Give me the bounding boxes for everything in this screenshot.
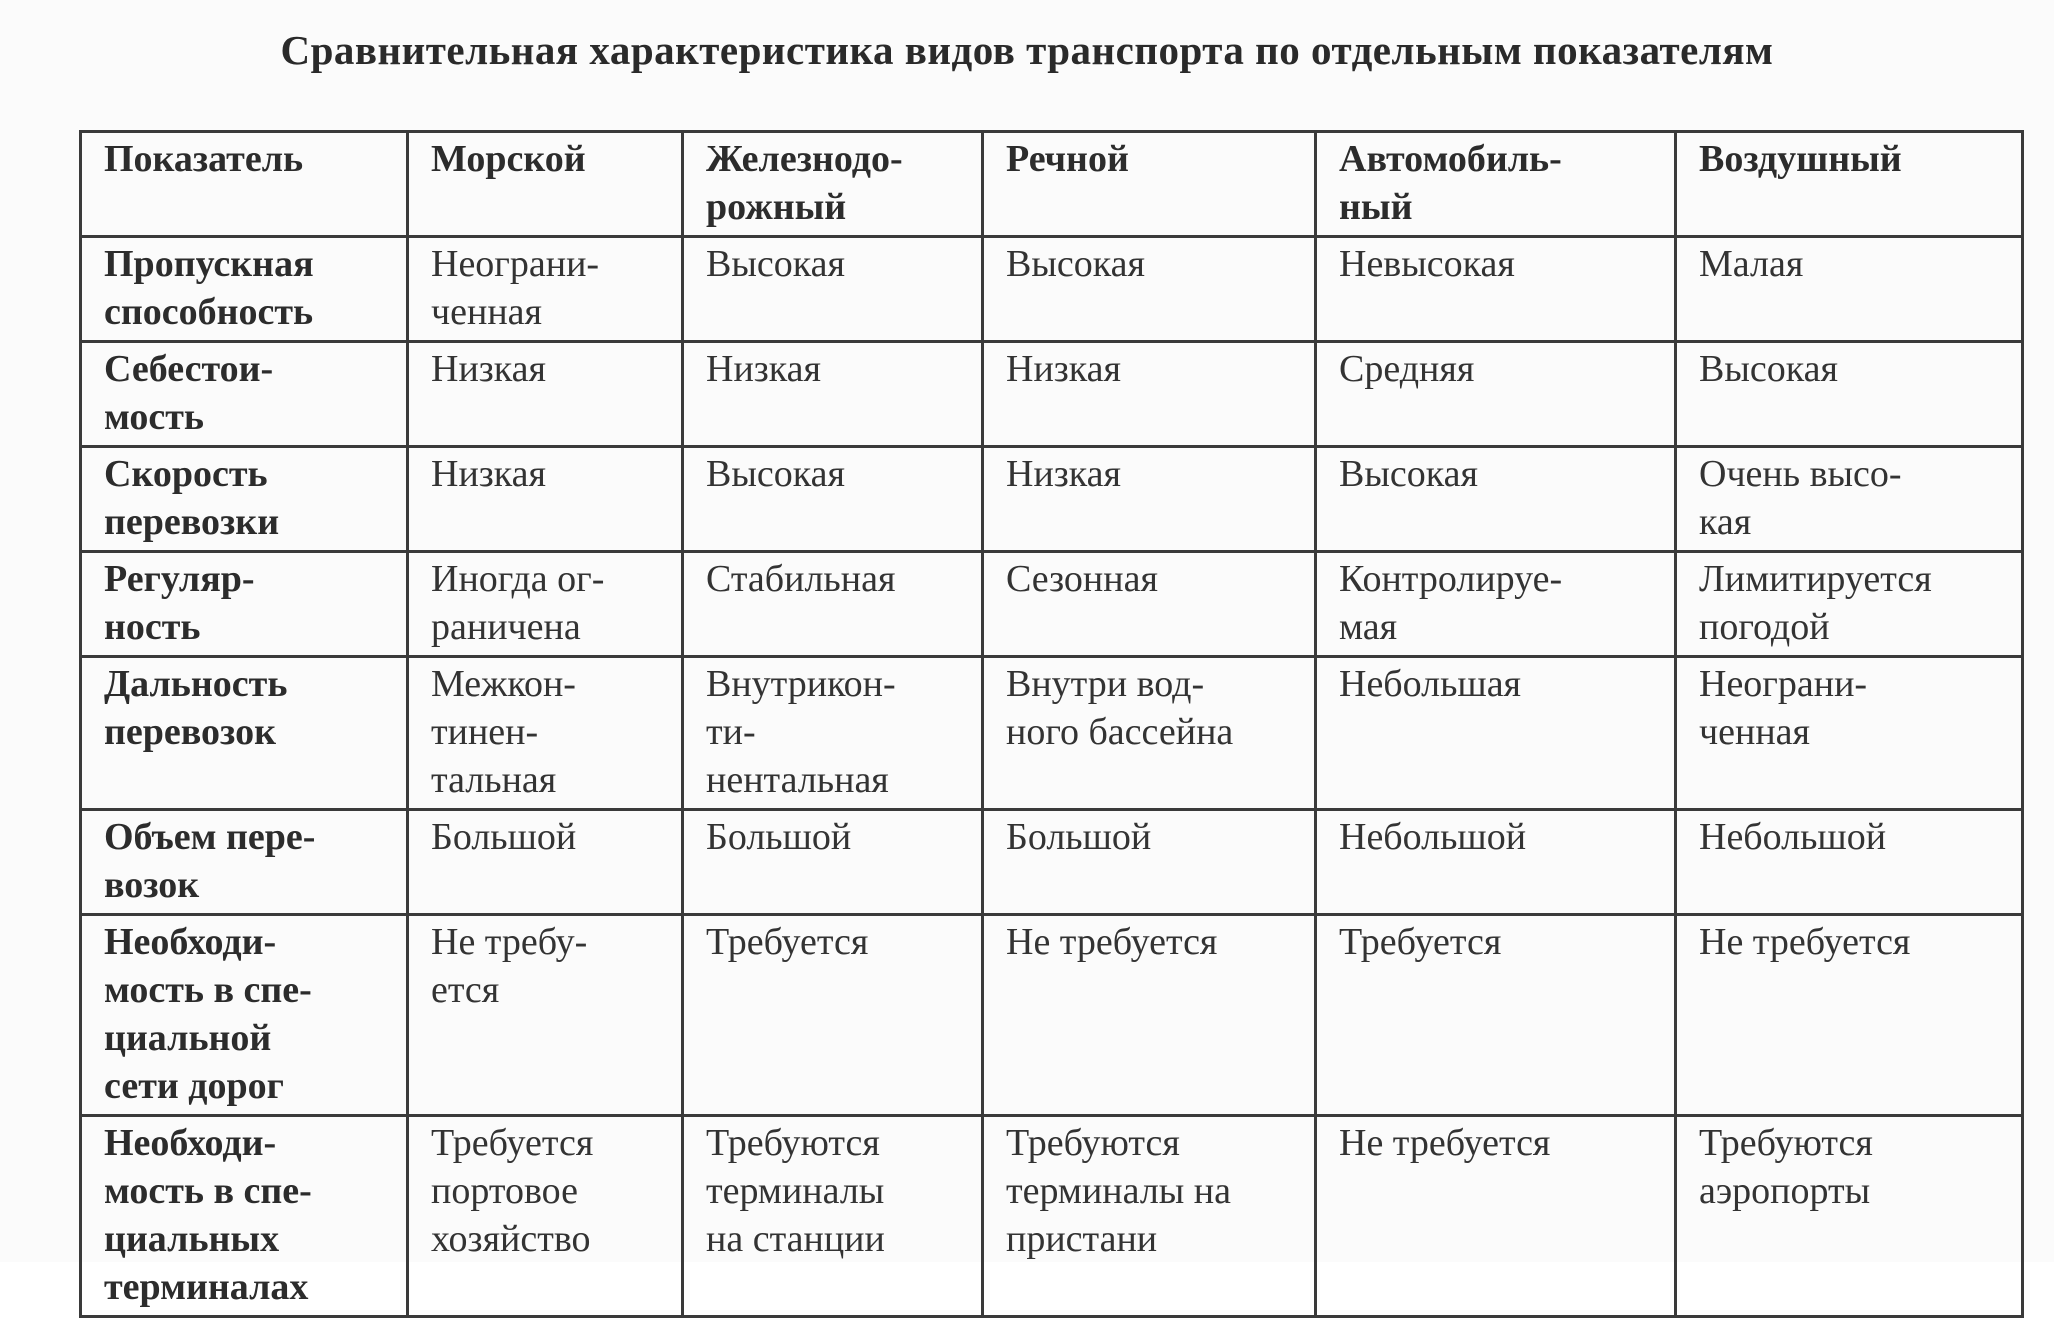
table-cell: Невысокая: [1316, 237, 1676, 342]
table-row: [81, 447, 2023, 552]
row-indicator: Необходи- мость в спе- циальной сети дорог: [81, 915, 408, 1116]
table-cell: Неограни- ченная: [1676, 657, 2023, 810]
header-river: Речной: [983, 132, 1316, 237]
header-rail: Железнодо- рожный: [683, 132, 983, 237]
table-cell: Иногда ог- раничена: [408, 552, 683, 657]
header-air: Воздушный: [1676, 132, 2023, 237]
table-cell: Требуются терминалы на станции: [683, 1116, 983, 1317]
row-indicator: Скорость перевозки: [81, 447, 408, 552]
table-cell: Низкая: [408, 342, 683, 447]
table-row: [81, 1116, 2023, 1317]
table-cell: Требуются терминалы на пристани: [983, 1116, 1316, 1317]
table-cell: Не требуется: [1676, 915, 2023, 1116]
table-row: [81, 657, 2023, 810]
table-cell: Внутрикон- ти- нентальная: [683, 657, 983, 810]
table-cell: Не требу- ется: [408, 915, 683, 1116]
table-cell: Большой: [683, 810, 983, 915]
table-cell: Требуются аэропорты: [1676, 1116, 2023, 1317]
table-cell: Большой: [408, 810, 683, 915]
row-indicator: Дальность перевозок: [81, 657, 408, 810]
row-indicator: Объем пере- возок: [81, 810, 408, 915]
table-cell: Небольшой: [1676, 810, 2023, 915]
table-cell: Межкон- тинен- тальная: [408, 657, 683, 810]
table-cell: Требуется портовое хозяйство: [408, 1116, 683, 1317]
table-cell: Низкая: [983, 447, 1316, 552]
table-cell: Стабильная: [683, 552, 983, 657]
table-row: [81, 237, 2023, 342]
table-cell: Очень высо- кая: [1676, 447, 2023, 552]
table-cell: Малая: [1676, 237, 2023, 342]
table-cell: Лимитируется погодой: [1676, 552, 2023, 657]
table-header-row: [81, 132, 2023, 237]
table-cell: Большой: [983, 810, 1316, 915]
row-indicator: Себестои- мость: [81, 342, 408, 447]
table-cell: Неограни- ченная: [408, 237, 683, 342]
table-cell: Высокая: [1676, 342, 2023, 447]
comparison-table: [79, 130, 2024, 1318]
table-cell: Высокая: [683, 447, 983, 552]
table-cell: Требуется: [1316, 915, 1676, 1116]
row-indicator: Пропускная способность: [81, 237, 408, 342]
table-cell: Высокая: [1316, 447, 1676, 552]
table-cell: Низкая: [683, 342, 983, 447]
table-cell: Контролируе- мая: [1316, 552, 1676, 657]
table-cell: Внутри вод- ного бассейна: [983, 657, 1316, 810]
document-title: Сравнительная характеристика видов транспорта по отдельным показателям: [280, 27, 1774, 73]
table-cell: Требуется: [683, 915, 983, 1116]
row-indicator: Регуляр- ность: [81, 552, 408, 657]
table-row: [81, 915, 2023, 1116]
table-cell: Низкая: [408, 447, 683, 552]
header-sea: Морской: [408, 132, 683, 237]
table-row: [81, 552, 2023, 657]
table-cell: Не требуется: [983, 915, 1316, 1116]
table-cell: Средняя: [1316, 342, 1676, 447]
table-cell: Высокая: [983, 237, 1316, 342]
table-row: [81, 810, 2023, 915]
table-cell: Не требуется: [1316, 1116, 1676, 1317]
table-row: [81, 342, 2023, 447]
table-cell: Небольшой: [1316, 810, 1676, 915]
table-cell: Небольшая: [1316, 657, 1676, 810]
header-road: Автомобиль- ный: [1316, 132, 1676, 237]
row-indicator: Необходи- мость в спе- циальных терминалах: [81, 1116, 408, 1317]
table-cell: Сезонная: [983, 552, 1316, 657]
table-cell: Низкая: [983, 342, 1316, 447]
table-cell: Высокая: [683, 237, 983, 342]
header-indicator: Показатель: [81, 132, 408, 237]
